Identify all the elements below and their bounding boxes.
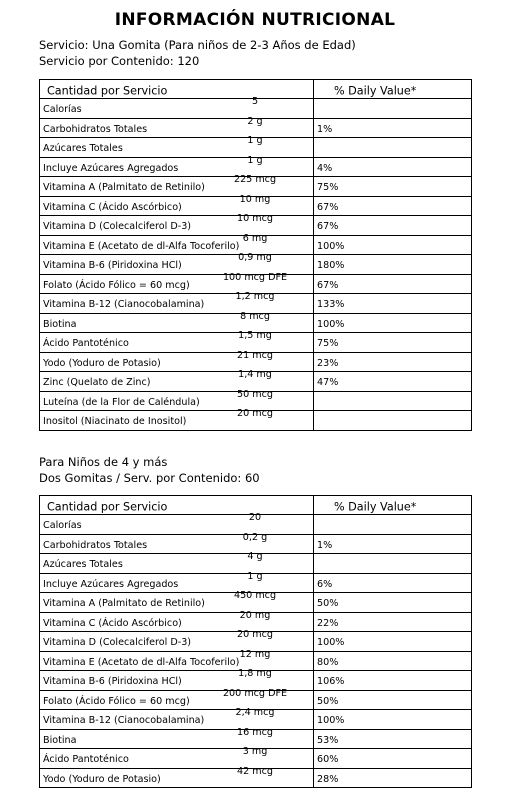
daily-value-percent: 50% xyxy=(317,695,339,707)
daily-value-percent: 75% xyxy=(317,338,339,350)
nutrient-amount: 1,8 mg xyxy=(238,668,272,679)
nutrient-name: Azúcares Totales xyxy=(43,143,123,155)
nutrient-cell xyxy=(40,590,314,613)
nutrient-name: Biotina xyxy=(43,318,77,330)
nutrient-name: Inositol (Niacinato de Inositol) xyxy=(43,416,187,428)
nutrient-amount: 1 g xyxy=(247,570,263,582)
nutrient-name: Vitamina C (Ácido Ascórbico) xyxy=(43,201,182,213)
nutrient-name: Vitamina B-6 (Piridoxina HCl) xyxy=(43,260,182,272)
daily-value-cell xyxy=(314,593,472,613)
daily-value-percent: 4% xyxy=(317,162,333,174)
nutrient-name: Vitamina D (Colecalciferol D-3) xyxy=(43,221,192,233)
nutrient-amount: 225 mcg xyxy=(233,174,277,185)
daily-value-percent: 133% xyxy=(317,299,345,311)
nutrient-cell xyxy=(40,531,314,554)
nutrient-name: Folato (Ácido Fólico = 60 mcg) xyxy=(43,695,190,707)
nutrient-name: Folato (Ácido Fólico = 60 mcg) xyxy=(43,279,190,291)
nutrient-name: Calorías xyxy=(43,104,82,116)
daily-value-percent: 106% xyxy=(317,676,345,688)
nutrient-amount: 0,2 g xyxy=(242,531,268,543)
daily-value-cell xyxy=(314,216,472,236)
nutrient-amount: 6 mg xyxy=(242,232,268,244)
amount-header-label: Cantidad por Servicio xyxy=(47,500,168,514)
nutrient-name: Zinc (Quelato de Zinc) xyxy=(43,377,151,389)
serving-size-line-2: Para Niños de 4 y más xyxy=(39,455,168,469)
nutrient-cell xyxy=(40,310,314,333)
daily-value-cell xyxy=(314,534,472,554)
nutrient-name: Carbohidratos Totales xyxy=(43,539,148,551)
daily-value-percent: 67% xyxy=(317,201,339,213)
daily-value-percent: 50% xyxy=(317,598,339,610)
dv-header-cell xyxy=(314,80,472,99)
servings-per-container-line: Servicio por Contenido: 120 xyxy=(39,54,200,68)
daily-value-cell xyxy=(314,612,472,632)
daily-value-percent: 80% xyxy=(317,656,339,668)
daily-value-cell xyxy=(314,352,472,372)
nutrient-amount: 1,5 mg xyxy=(238,330,272,341)
nutrient-name: Vitamina B-6 (Piridoxina HCl) xyxy=(43,676,182,688)
nutrient-cell xyxy=(40,349,314,372)
daily-value-percent: 22% xyxy=(317,617,339,629)
daily-value-cell xyxy=(314,294,472,314)
nutrient-amount: 1 g xyxy=(247,154,263,166)
nutrient-cell xyxy=(40,115,314,138)
nutrient-cell xyxy=(40,551,314,574)
nutrient-name: Vitamina C (Ácido Ascórbico) xyxy=(43,617,182,629)
daily-value-cell xyxy=(314,554,472,574)
daily-value-cell xyxy=(314,632,472,652)
nutrient-cell xyxy=(40,291,314,314)
daily-value-cell xyxy=(314,749,472,769)
nutrient-amount: 1,2 mcg xyxy=(235,291,275,302)
nutrient-name: Luteína (de la Flor de Caléndula) xyxy=(43,396,200,408)
nutrient-cell xyxy=(40,408,314,431)
daily-value-cell xyxy=(314,690,472,710)
nutrient-name: Incluye Azúcares Agregados xyxy=(43,162,179,174)
daily-value-cell xyxy=(314,118,472,138)
nutrient-amount: 20 mcg xyxy=(237,408,273,419)
daily-value-cell xyxy=(314,411,472,431)
dv-header-label: % Daily Value* xyxy=(334,84,417,98)
nutrient-cell xyxy=(40,232,314,255)
daily-value-percent: 1% xyxy=(317,123,333,135)
daily-value-cell xyxy=(314,157,472,177)
daily-value-percent: 47% xyxy=(317,377,339,389)
nutrient-cell xyxy=(40,135,314,158)
daily-value-cell xyxy=(314,515,472,535)
daily-value-percent: 100% xyxy=(317,637,345,649)
nutrition-table-2 xyxy=(39,495,472,788)
daily-value-cell xyxy=(314,274,472,294)
nutrient-name: Incluye Azúcares Agregados xyxy=(43,578,179,590)
daily-value-cell xyxy=(314,710,472,730)
amount-header-cell xyxy=(40,80,314,99)
daily-value-percent: 100% xyxy=(317,240,345,252)
nutrient-amount: 5 xyxy=(251,96,259,107)
nutrient-cell xyxy=(40,648,314,671)
daily-value-percent: 180% xyxy=(317,260,345,272)
nutrient-name: Ácido Pantoténico xyxy=(43,754,129,766)
nutrient-amount: 0,9 mg xyxy=(238,252,272,263)
daily-value-cell xyxy=(314,235,472,255)
nutrient-name: Vitamina A (Palmitato de Retinilo) xyxy=(43,598,205,610)
nutrition-table-1 xyxy=(39,79,472,431)
nutrient-amount: 20 mg xyxy=(239,609,271,621)
amount-header-label: Cantidad por Servicio xyxy=(47,84,168,98)
nutrient-name: Vitamina B-12 (Cianocobalamina) xyxy=(43,299,205,311)
nutrient-amount: 16 mcg xyxy=(237,726,273,738)
daily-value-cell xyxy=(314,196,472,216)
nutrient-name: Vitamina E (Acetato de dl-Alfa Tocoferilo) xyxy=(43,240,240,252)
nutrient-name: Vitamina A (Palmitato de Retinilo) xyxy=(43,182,205,194)
nutrient-cell xyxy=(40,213,314,236)
daily-value-percent: 67% xyxy=(317,221,339,233)
nutrient-amount: 20 mcg xyxy=(237,629,273,640)
daily-value-cell xyxy=(314,671,472,691)
daily-value-cell xyxy=(314,651,472,671)
daily-value-cell xyxy=(314,255,472,275)
daily-value-cell xyxy=(314,333,472,353)
nutrient-amount: 200 mcg DFE xyxy=(222,687,288,699)
nutrient-name: Vitamina B-12 (Cianocobalamina) xyxy=(43,715,205,727)
nutrient-cell xyxy=(40,512,314,535)
nutrient-amount: 20 xyxy=(248,512,262,523)
daily-value-cell xyxy=(314,138,472,158)
nutrient-cell xyxy=(40,726,314,749)
nutrient-amount: 2 g xyxy=(247,115,263,127)
nutrient-name: Biotina xyxy=(43,734,77,746)
table-row xyxy=(40,411,472,431)
nutrient-amount: 2,4 mcg xyxy=(235,707,275,718)
daily-value-percent: 67% xyxy=(317,279,339,291)
nutrient-amount: 1 g xyxy=(247,135,263,146)
daily-value-percent: 6% xyxy=(317,578,333,590)
nutrient-cell xyxy=(40,96,314,119)
nutrient-amount: 50 mcg xyxy=(237,388,273,400)
dv-header-cell xyxy=(314,496,472,515)
daily-value-percent: 1% xyxy=(317,539,333,551)
nutrient-name: Calorías xyxy=(43,520,82,532)
daily-value-percent: 60% xyxy=(317,754,339,766)
page-title: INFORMACIÓN NUTRICIONAL xyxy=(114,10,396,30)
nutrient-amount: 3 mg xyxy=(242,746,268,757)
servings-per-container-line-2: Dos Gomitas / Serv. por Contenido: 60 xyxy=(39,471,260,485)
daily-value-percent: 53% xyxy=(317,734,339,746)
daily-value-percent: 23% xyxy=(317,357,339,369)
nutrient-name: Vitamina E (Acetato de dl-Alfa Tocoferilo) xyxy=(43,656,240,668)
daily-value-percent: 100% xyxy=(317,318,345,330)
nutrient-name: Ácido Pantoténico xyxy=(43,338,129,350)
nutrient-name: Carbohidratos Totales xyxy=(43,123,148,135)
nutrient-amount: 10 mcg xyxy=(237,213,273,224)
dv-header-label: % Daily Value* xyxy=(334,500,417,514)
daily-value-percent: 75% xyxy=(317,182,339,194)
daily-value-cell xyxy=(314,573,472,593)
nutrient-amount: 21 mcg xyxy=(237,349,273,361)
nutrient-amount: 100 mcg DFE xyxy=(222,271,288,283)
daily-value-cell xyxy=(314,177,472,197)
nutrient-amount: 450 mcg xyxy=(233,590,277,601)
nutrient-name: Yodo (Yoduro de Potasio) xyxy=(43,773,161,785)
daily-value-percent: 28% xyxy=(317,773,339,785)
nutrient-cell xyxy=(40,629,314,652)
nutrient-amount: 10 mg xyxy=(239,193,271,205)
nutrient-amount: 4 g xyxy=(247,551,263,562)
amount-header-cell xyxy=(40,496,314,515)
nutrient-amount: 8 mcg xyxy=(240,310,270,322)
nutrient-amount: 1,4 mg xyxy=(238,369,272,380)
nutrient-name: Azúcares Totales xyxy=(43,559,123,571)
daily-value-cell xyxy=(314,391,472,411)
daily-value-cell xyxy=(314,313,472,333)
daily-value-cell xyxy=(314,729,472,749)
nutrient-amount: 42 mcg xyxy=(237,765,273,777)
daily-value-percent: 100% xyxy=(317,715,345,727)
nutrient-amount: 12 mg xyxy=(239,648,271,660)
daily-value-cell xyxy=(314,99,472,119)
daily-value-cell xyxy=(314,372,472,392)
nutrient-cell xyxy=(40,174,314,197)
serving-size-line: Servicio: Una Gomita (Para niños de 2-3 Años de Edad) xyxy=(39,38,356,52)
nutrient-name: Yodo (Yoduro de Potasio) xyxy=(43,357,161,369)
nutrient-name: Vitamina D (Colecalciferol D-3) xyxy=(43,637,192,649)
